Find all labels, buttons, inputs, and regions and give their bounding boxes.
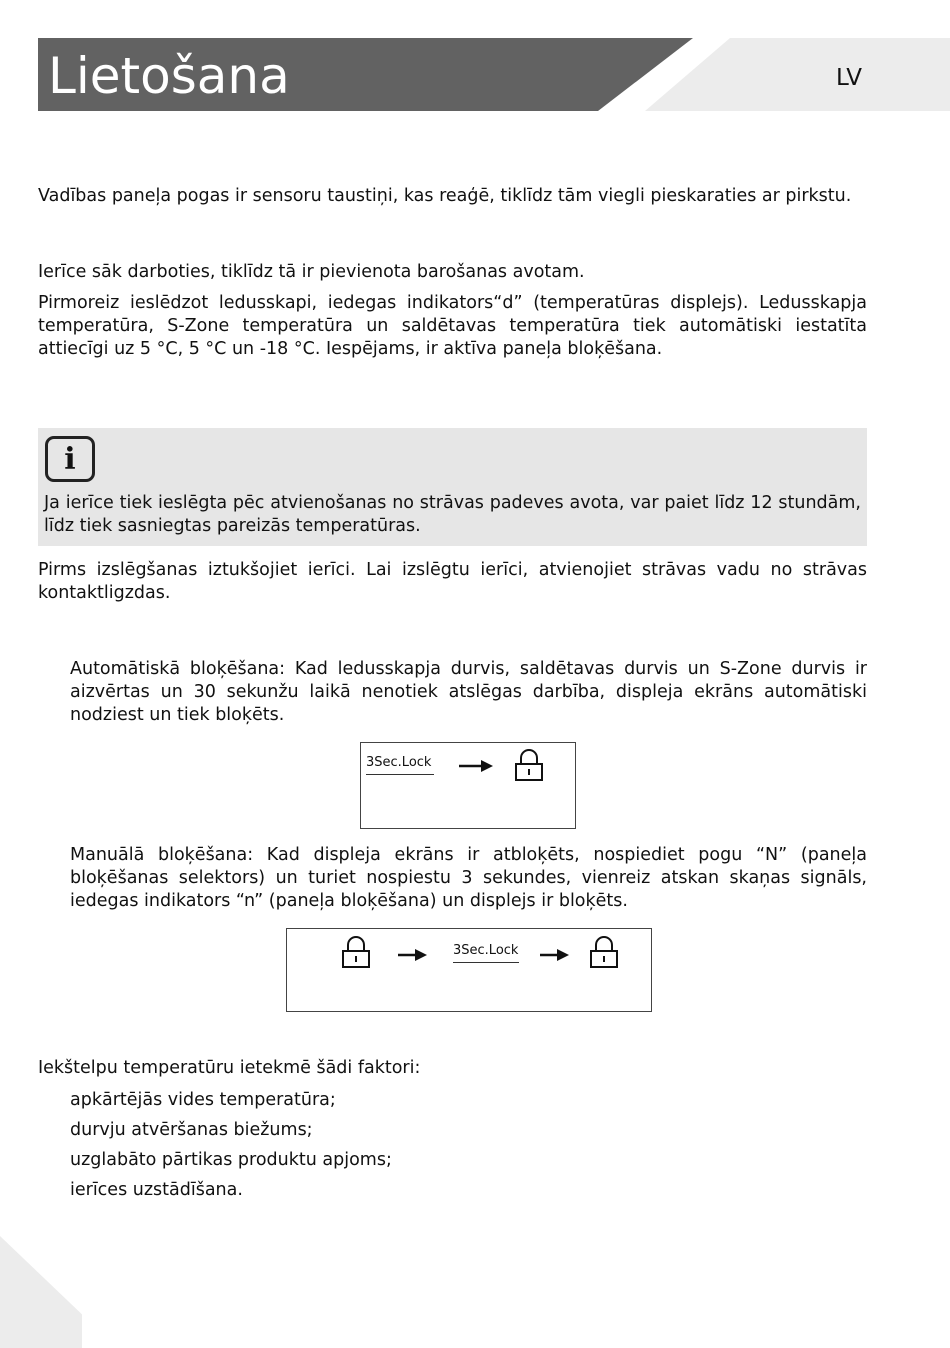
factors-list [70,1085,392,1205]
auto-lock-diagram [360,742,576,829]
padlock-icon [589,935,619,969]
paragraph-auto-lock: Automātiskā bloķēšana: Kad ledusskapja durvis, saldētavas durvis un S-Zone durvis ir aizvērtas un 30 sekunžu laikā nenotiek atslēgas darbība, displeja ekrāns automātiski nodziest un tiek bloķēts. [70,659,867,725]
list-item: durvju atvēršanas biežums; [70,1120,313,1140]
paragraph-switch-off: Pirms izslēgšanas iztukšojiet ierīci. Lai izslēgtu ierīci, atvienojiet strāvas vadu no strāvas kontaktligzdas. [38,560,867,603]
paragraph-power-on: Ierīce sāk darboties, tiklīdz tā ir pievienota barošanas avotam. [38,262,585,282]
diagram-label: 3Sec.Lock [366,755,434,775]
language-code: LV [836,65,863,91]
corner-decoration [0,1236,82,1348]
paragraph-manual-lock: Manuālā bloķēšana: Kad displeja ekrāns ir atbloķēts, nospiediet pogu “N” (paneļa bloķēšanas selektors) un turiet nospiestu 3 sekundes, vienreiz atskan skaņas signāls, iedegas indikators “n” (paneļa bloķēšana) un displejs ir bloķēts. [70,845,867,911]
paragraph-first-start: Pirmoreiz ieslēdzot ledusskapi, iedegas indikators“d” (temperatūras displejs). Ledusskapja temperatūra, S-Zone temperatūra un saldētavas temperatūra tiek automātiski iestatīta attiecīgi uz 5 °C, 5 °C un -18 °C. Iespējams, ir aktīva paneļa bloķēšana. [38,293,867,359]
manual-lock-diagram [286,928,652,1012]
note-text: Ja ierīce tiek ieslēgta pēc atvienošanas no strāvas padeves avota, var paiet līdz 12 stundām, līdz tiek sasniegtas pareizās temperatūras. [44,493,861,536]
page-title: Lietošana [48,47,290,105]
paragraph-factors-intro: Iekštelpu temperatūru ietekmē šādi faktori: [38,1058,421,1078]
paragraph-touch-keys: Vadības paneļa pogas ir sensoru taustiņi, kas reaģē, tiklīdz tām viegli pieskaraties ar pirkstu. [38,186,852,206]
header-tab [645,38,950,111]
padlock-icon [514,748,544,782]
info-note [38,428,867,546]
list-item: uzglabāto pārtikas produktu apjoms; [70,1150,392,1170]
padlock-icon [341,935,371,969]
info-icon: i [45,436,95,482]
arrow-right-icon [540,948,570,962]
diagram-label: 3Sec.Lock [453,943,519,963]
arrow-right-icon [459,759,495,773]
list-item: apkārtējās vides temperatūra; [70,1090,336,1110]
arrow-right-icon [398,948,428,962]
list-item: ierīces uzstādīšana. [70,1180,243,1200]
